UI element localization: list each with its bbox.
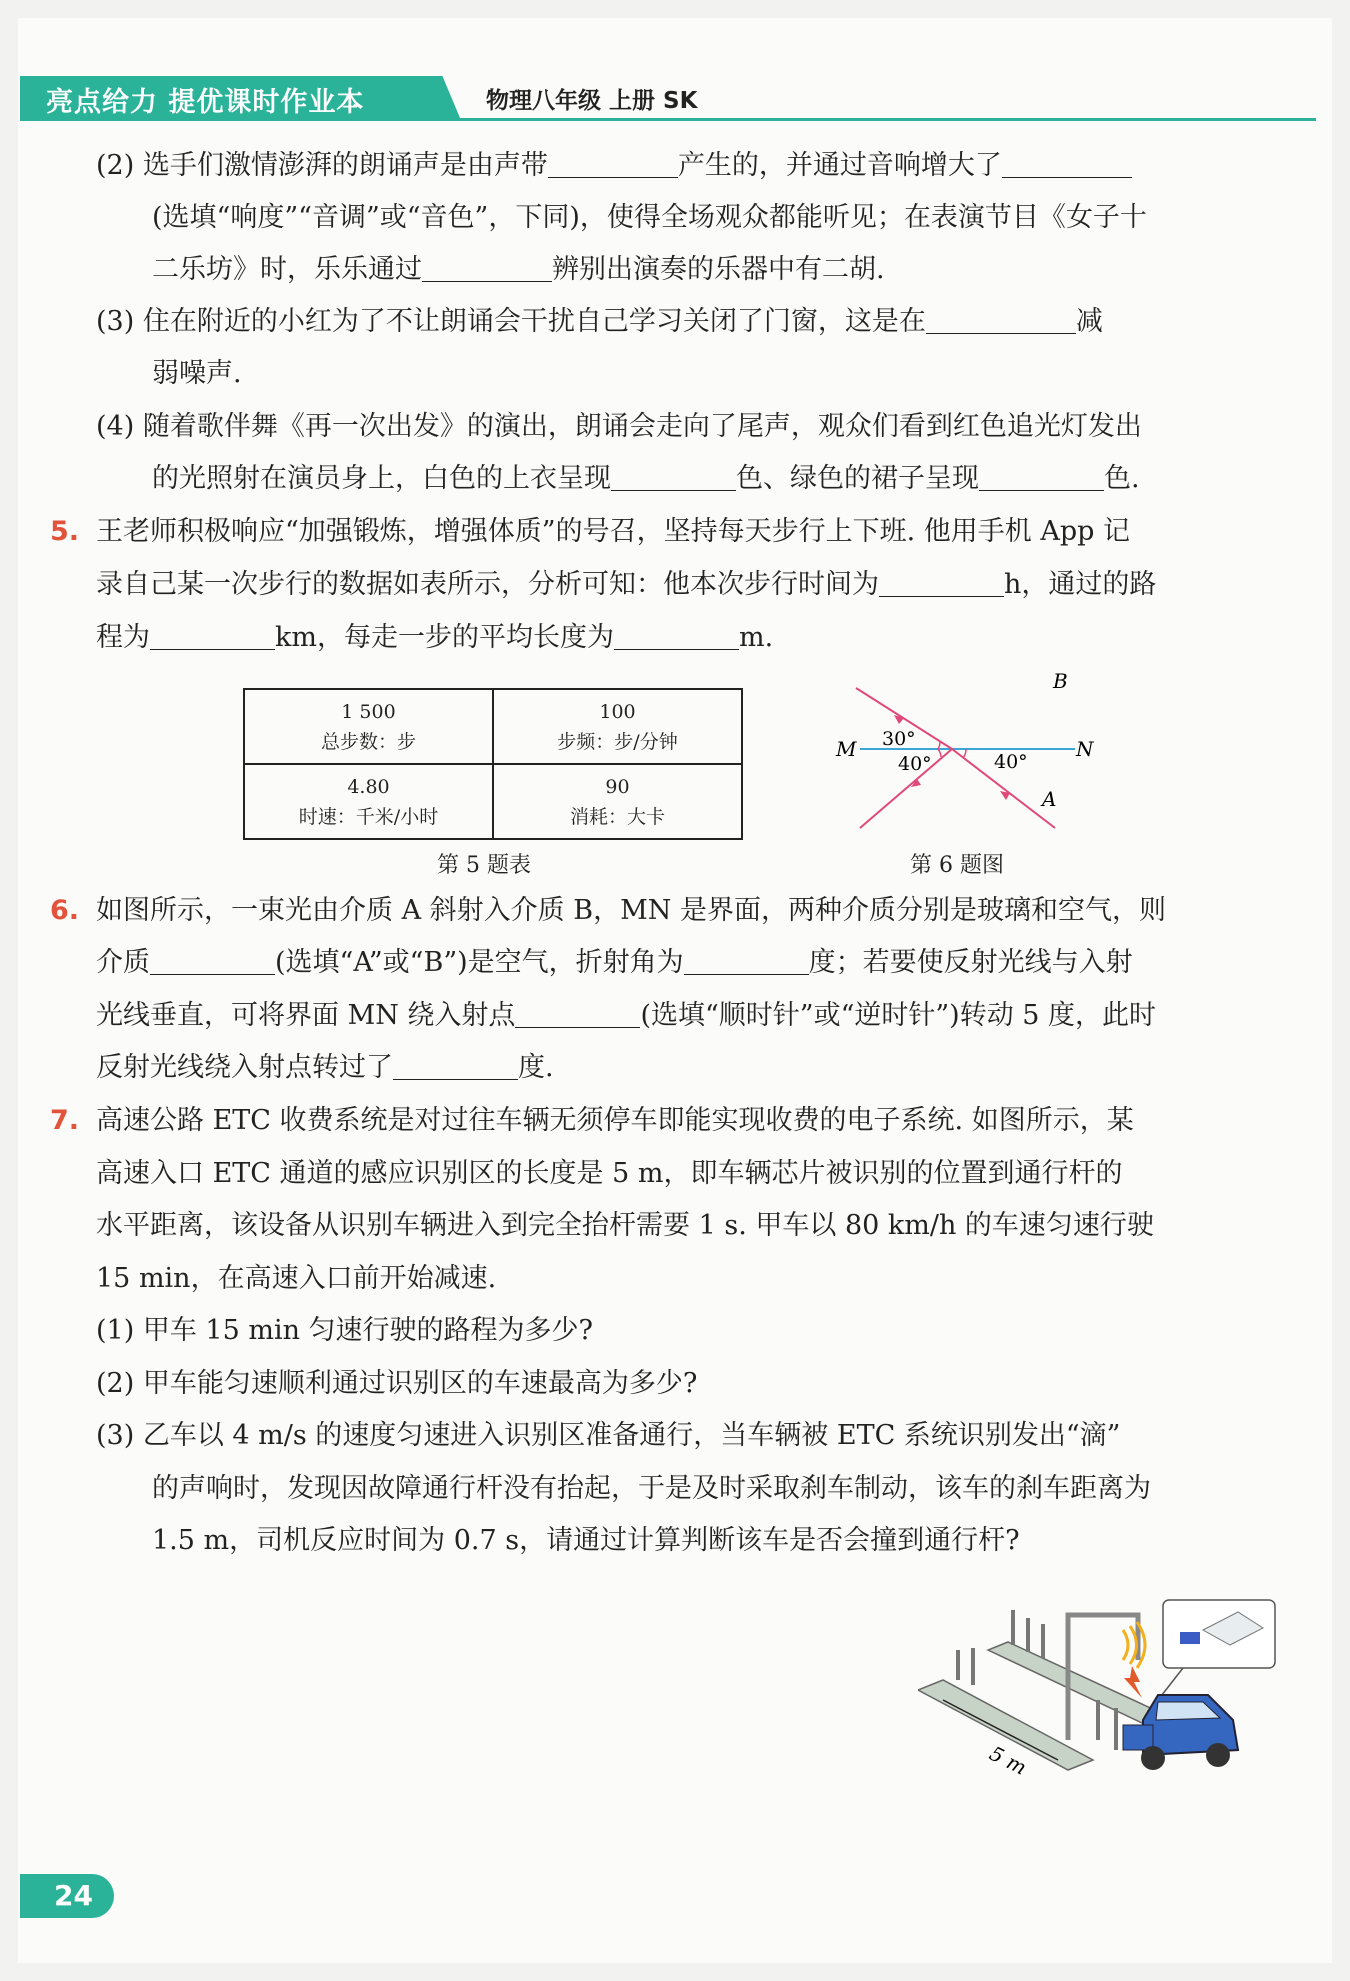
q5-line3: 程为 km，每走一步的平均长度为 m. <box>96 622 774 653</box>
q6-line1: 如图所示，一束光由介质 A 斜射入介质 B，MN 是界面，两种介质分别是玻璃和空气，则 <box>96 895 1166 926</box>
answer-blank[interactable] <box>614 623 739 650</box>
table-cell-speed: 4.80 时速：千米/小时 <box>244 764 493 839</box>
bollards <box>958 1610 1116 1750</box>
answer-blank[interactable] <box>515 1001 640 1028</box>
q7-line1: 高速公路 ETC 收费系统是对过往车辆无须停车即能实现收费的电子系统. 如图所示，某 <box>96 1105 1134 1136</box>
answer-blank[interactable] <box>150 623 275 650</box>
q4-part2-line1: (2) 选手们激情澎湃的朗诵声是由声带 产生的，并通过音响增大了 <box>96 149 1132 183</box>
q4-part2-line3: 二乐坊》时，乐乐通过 辨别出演奏的乐器中有二胡. <box>152 254 885 285</box>
label-n: N <box>1076 737 1094 761</box>
q4-part4-line1: (4) 随着歌伴舞《再一次出发》的演出，朗诵会走向了尾声，观众们看到红色追光灯发出 <box>96 411 1142 442</box>
q4-part3-line1: (3) 住在附近的小红为了不让朗诵会干扰自己学习关闭了门窗，这是在 减 <box>96 306 1103 337</box>
answer-blank[interactable] <box>548 151 678 178</box>
table-caption: 第 5 题表 <box>437 853 531 878</box>
q7-line2: 高速入口 ETC 通道的感应识别区的长度是 5 m，即车辆芯片被识别的位置到通行杆的 <box>96 1158 1123 1189</box>
page-number: 24 <box>20 1874 114 1918</box>
lightning-icon <box>1124 1666 1142 1698</box>
question-number-6: 6. <box>50 895 80 926</box>
q7-sub3-line3: 1.5 m，司机反应时间为 0.7 s，请通过计算判断该车是否会撞到通行杆? <box>152 1525 1020 1556</box>
q6-line2: 介质 (选填“A”或“B”)是空气，折射角为 度；若要使反射光线与入射 <box>96 947 1133 978</box>
answer-blank[interactable] <box>879 570 1004 597</box>
q7-line4: 15 min，在高速入口前开始减速. <box>96 1263 497 1294</box>
label-b: B <box>1053 669 1068 693</box>
answer-blank[interactable] <box>979 464 1104 491</box>
q4-part4-line2: 的光照射在演员身上，白色的上衣呈现 色、绿色的裙子呈现 色. <box>152 463 1140 494</box>
angle-arc <box>938 749 941 757</box>
answer-blank[interactable] <box>150 948 275 975</box>
q7-sub2: (2) 甲车能匀速顺利通过识别区的车速最高为多少? <box>96 1368 698 1399</box>
angle-label-40-right: 40° <box>994 751 1028 773</box>
question-number-7: 7. <box>50 1105 80 1136</box>
q7-sub3-line2: 的声响时，发现因故障通行杆没有抬起，于是及时采取刹车制动，该车的刹车距离为 <box>152 1473 1151 1504</box>
answer-blank[interactable] <box>393 1053 518 1080</box>
q7-sub3-line1: (3) 乙车以 4 m/s 的速度匀速进入识别区准备通行，当车辆被 ETC 系统识别发出“滴” <box>96 1420 1121 1451</box>
label-m: M <box>836 737 857 761</box>
q5-line1: 王老师积极响应“加强锻炼，增强体质”的号召，坚持每天步行上下班. 他用手机 App 记 <box>96 516 1131 547</box>
table-cell-calories: 90 消耗：大卡 <box>493 764 742 839</box>
q5-line2: 录自己某一次步行的数据如表所示，分析可知：他本次步行时间为 h，通过的路 <box>96 569 1157 600</box>
header-rule <box>20 118 1316 121</box>
table-cell-total-steps: 1 500 总步数：步 <box>244 689 493 764</box>
q6-line4: 反射光线绕入射点转过了 度. <box>96 1052 554 1083</box>
answer-blank[interactable] <box>611 464 736 491</box>
answer-blank[interactable] <box>422 255 552 282</box>
q4-part2-line2: (选填“响度”“音调”或“音色”，下同)，使得全场观众都能听见；在表演节目《女子十 <box>152 202 1147 233</box>
label-a: A <box>1042 787 1057 811</box>
step-data-table <box>243 688 743 840</box>
answer-blank[interactable] <box>926 307 1076 334</box>
figure-caption: 第 6 题图 <box>910 853 1004 878</box>
angle-label-40-left: 40° <box>898 753 932 775</box>
answer-blank[interactable] <box>684 948 809 975</box>
etc-chip-icon <box>1180 1632 1200 1644</box>
q4-part3-line2: 弱噪声. <box>152 358 242 389</box>
page-header <box>20 76 1316 118</box>
question-number-5: 5. <box>50 516 80 547</box>
q6-line3: 光线垂直，可将界面 MN 绕入射点 (选填“顺时针”或“逆时针”)转动 5 度，此时 <box>96 1000 1157 1031</box>
angle-label-30: 30° <box>882 728 916 750</box>
answer-blank[interactable] <box>1002 151 1132 178</box>
table-cell-step-rate: 100 步频：步/分钟 <box>493 689 742 764</box>
distance-label: 5 m <box>985 1741 1031 1780</box>
angle-arc <box>963 749 966 758</box>
angle-arc <box>938 742 940 749</box>
signal-waves <box>1123 1622 1145 1668</box>
refraction-diagram <box>820 668 1120 846</box>
series-title: 亮点给力 提优课时作业本 <box>46 87 365 118</box>
book-title: 物理八年级 上册 SK <box>486 88 698 114</box>
etc-lane-illustration <box>918 1590 1298 1820</box>
q7-line3: 水平距离，该设备从识别车辆进入到完全抬杆需要 1 s. 甲车以 80 km/h 的车速匀速行驶 <box>96 1210 1154 1241</box>
q7-sub1: (1) 甲车 15 min 匀速行驶的路程为多少? <box>96 1315 594 1346</box>
